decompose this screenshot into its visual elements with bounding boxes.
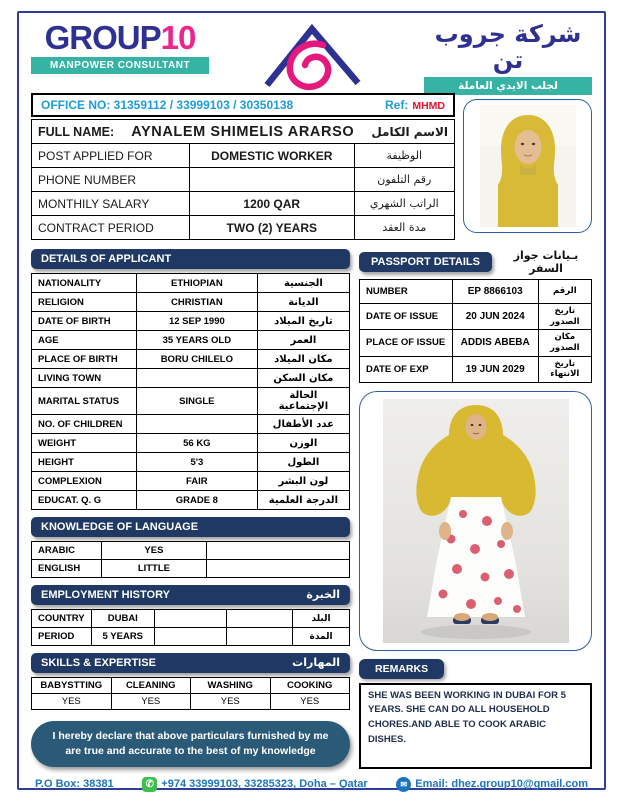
row-label: PLACE OF ISSUE (360, 330, 453, 356)
row-value: 5'3 (136, 453, 257, 472)
table-row (32, 542, 350, 560)
section-title: PASSPORT DETAILS (371, 256, 480, 268)
table-row-values (32, 694, 350, 710)
row-value: FAIR (136, 472, 257, 491)
document-header (31, 19, 592, 92)
table-cell-empty (206, 560, 349, 578)
row-value: DUBAI (91, 610, 154, 628)
row-label: PERIOD (32, 628, 92, 646)
row-value: LITTLE (101, 560, 206, 578)
employment-table (31, 609, 350, 646)
details-of-applicant-table (31, 273, 350, 510)
group10-logo (31, 21, 209, 54)
row-arabic: المدة (293, 628, 350, 646)
section-passport-details (359, 249, 592, 275)
section-skills-expertise (31, 653, 350, 710)
skill-column: CLEANING (111, 678, 191, 694)
email-group (396, 777, 588, 792)
skill-value: YES (270, 694, 350, 710)
row-label: DATE OF EXP (360, 356, 453, 382)
row-value: EP 8866103 (452, 280, 538, 304)
right-column (359, 247, 592, 769)
row-value: 5 YEARS (91, 628, 154, 646)
table-row (360, 356, 592, 382)
table-row (360, 304, 592, 330)
row-arabic: لون البشر (257, 472, 349, 491)
fullname-value: AYNALEM SHIMELIS ARARSO (131, 123, 355, 140)
ref-block (385, 98, 445, 112)
row-label: NO. OF CHILDREN (32, 415, 137, 434)
row-label: MONTHILY SALARY (32, 192, 190, 216)
table-row (32, 491, 350, 510)
po-box-text: P.O Box: 38381 (35, 778, 114, 791)
phone-group (142, 777, 367, 792)
row-arabic: تاريخ الصدور (538, 304, 591, 330)
ref-label: Ref: (384, 98, 409, 112)
table-row (32, 216, 455, 240)
row-value (189, 168, 354, 192)
row-arabic: الوزن (257, 434, 349, 453)
row-value: ADDIS ABEBA (452, 330, 538, 356)
table-cell-empty (227, 610, 293, 628)
full-body-photo (359, 391, 592, 651)
declaration-statement: I hereby declare that above particulars furnished by me are true and accurate to the best of my knowledge (31, 721, 350, 767)
skill-value: YES (32, 694, 112, 710)
row-arabic: الديانة (257, 293, 349, 312)
section-title: EMPLOYMENT HISTORY (41, 589, 170, 601)
phone-text: +974 33999103, 33285323, Doha – Qatar (161, 778, 368, 791)
table-row (32, 453, 350, 472)
table-cell-empty (154, 628, 226, 646)
row-value: 12 SEP 1990 (136, 312, 257, 331)
skill-column: COOKING (270, 678, 350, 694)
row-arabic: الدرجة العلمية (257, 491, 349, 510)
ref-value: MHMD (412, 100, 445, 112)
section-title: KNOWLEDGE OF LANGUAGE (41, 521, 199, 533)
row-value: DOMESTIC WORKER (189, 144, 354, 168)
fullname-arabic: الاسم الكامل (371, 124, 448, 139)
row-label: EDUCAT. Q. G (32, 491, 137, 510)
table-row (32, 560, 350, 578)
table-row (32, 415, 350, 434)
table-row (32, 610, 350, 628)
whatsapp-icon: ✆ (142, 777, 157, 792)
table-row (360, 280, 592, 304)
table-row (32, 369, 350, 388)
office-number-bar (31, 93, 455, 117)
row-arabic: الراتب الشهري (354, 192, 454, 216)
section-employment-history (31, 585, 350, 646)
table-row-fullname (32, 120, 455, 144)
table-row (32, 274, 350, 293)
row-value: 1200 QAR (189, 192, 354, 216)
table-row (32, 168, 455, 192)
row-arabic: الحالة الإجتماعية (257, 388, 349, 415)
row-label: AGE (32, 331, 137, 350)
table-row (32, 628, 350, 646)
section-title-arabic: بـيانات جواز السفر (513, 249, 579, 275)
skills-table (31, 677, 350, 710)
portrait-photo (463, 99, 592, 233)
group10-logo-block (31, 21, 209, 74)
company-tagline-banner: لجلب الايدي العاملة (424, 77, 592, 95)
section-title: DETAILS OF APPLICANT (41, 253, 172, 265)
table-cell-empty (227, 628, 293, 646)
left-column (31, 247, 350, 769)
row-value: CHRISTIAN (136, 293, 257, 312)
table-row (32, 434, 350, 453)
table-row (32, 192, 455, 216)
row-label: DATE OF ISSUE (360, 304, 453, 330)
table-row (32, 388, 350, 415)
row-arabic: مدة العقد (354, 216, 454, 240)
row-label: PHONE NUMBER (32, 168, 190, 192)
section-title: SKILLS & EXPERTISE (41, 657, 156, 669)
skill-value: YES (111, 694, 191, 710)
row-arabic: مكان الميلاد (257, 350, 349, 369)
row-arabic: الطول (257, 453, 349, 472)
row-arabic: الوظيفة (354, 144, 454, 168)
page-border-frame (17, 11, 606, 790)
email-text[interactable]: Email: dhez.group10@gmail.com (415, 778, 588, 791)
row-value: BORU CHILELO (136, 350, 257, 369)
logo-10-text: 10 (160, 19, 196, 56)
row-arabic: العمر (257, 331, 349, 350)
row-label: NUMBER (360, 280, 453, 304)
row-value (136, 415, 257, 434)
row-label: WEIGHT (32, 434, 137, 453)
body-columns (31, 247, 592, 769)
fullname-label: FULL NAME: (38, 124, 115, 139)
row-label: ENGLISH (32, 560, 102, 578)
row-label: ARABIC (32, 542, 102, 560)
skill-column: BABYSTTING (32, 678, 112, 694)
row-value (136, 369, 257, 388)
arabic-company-block (424, 21, 592, 95)
row-arabic: الجنسية (257, 274, 349, 293)
applicant-header-region (31, 93, 592, 240)
company-name-arabic: شركة جروب تن (434, 20, 582, 75)
row-value: GRADE 8 (136, 491, 257, 510)
table-row (360, 330, 592, 356)
table-row (32, 331, 350, 350)
table-cell-empty (206, 542, 349, 560)
row-label: COUNTRY (32, 610, 92, 628)
row-label: NATIONALITY (32, 274, 137, 293)
section-title-arabic: الخبرة (306, 588, 340, 601)
row-label: COMPLEXION (32, 472, 137, 491)
row-label: DATE OF BIRTH (32, 312, 137, 331)
row-label: MARITAL STATUS (32, 388, 137, 415)
table-row (32, 312, 350, 331)
row-arabic: تاريخ الانتهاء (538, 356, 591, 382)
row-label: LIVING TOWN (32, 369, 137, 388)
table-row (32, 472, 350, 491)
table-cell-empty (154, 610, 226, 628)
row-arabic: عدد الأطفال (257, 415, 349, 434)
section-details-of-applicant (31, 249, 350, 269)
remarks-title: REMARKS (359, 659, 444, 679)
row-value: YES (101, 542, 206, 560)
skill-value: YES (191, 694, 271, 710)
row-value: 56 KG (136, 434, 257, 453)
footer-contact-bar (31, 775, 592, 792)
row-value: 20 JUN 2024 (452, 304, 538, 330)
section-title-arabic: المهارات (292, 656, 340, 669)
row-label: HEIGHT (32, 453, 137, 472)
row-arabic: الرقم (538, 280, 591, 304)
fullname-cell (32, 120, 455, 144)
row-value: SINGLE (136, 388, 257, 415)
row-label: CONTRACT PERIOD (32, 216, 190, 240)
row-arabic: مكان الصدور (538, 330, 591, 356)
office-number-text: OFFICE NO: 31359112 / 33999103 / 30350138 (41, 98, 294, 112)
row-value: ETHIOPIAN (136, 274, 257, 293)
row-value: 19 JUN 2029 (452, 356, 538, 382)
company-emblem-icon (257, 21, 377, 91)
language-table (31, 541, 350, 578)
row-value: TWO (2) YEARS (189, 216, 354, 240)
row-arabic: تاريخ الميلاد (257, 312, 349, 331)
table-row-headers (32, 678, 350, 694)
row-label: PLACE OF BIRTH (32, 350, 137, 369)
applicant-summary-table (31, 119, 455, 240)
logo-group-text: GROUP (44, 19, 161, 56)
row-arabic: البلد (293, 610, 350, 628)
email-icon: ✉ (396, 777, 411, 792)
section-knowledge-of-language (31, 517, 350, 578)
row-arabic: رقم التلفون (354, 168, 454, 192)
row-label: POST APPLIED FOR (32, 144, 190, 168)
skill-column: WASHING (191, 678, 271, 694)
table-row (32, 350, 350, 369)
row-label: RELIGION (32, 293, 137, 312)
table-row (32, 144, 455, 168)
row-value: 35 YEARS OLD (136, 331, 257, 350)
manpower-consultant-banner: MANPOWER CONSULTANT (31, 57, 209, 74)
passport-table (359, 279, 592, 383)
table-row (32, 293, 350, 312)
remarks-text: SHE WAS BEEN WORKING IN DUBAI FOR 5 YEARS. SHE CAN DO ALL HOUSEHOLD CHORES.AND ABLE TO COOK ARABIC DISHES. (359, 683, 592, 769)
office-and-name-table (31, 93, 455, 240)
row-arabic: مكان السكن (257, 369, 349, 388)
